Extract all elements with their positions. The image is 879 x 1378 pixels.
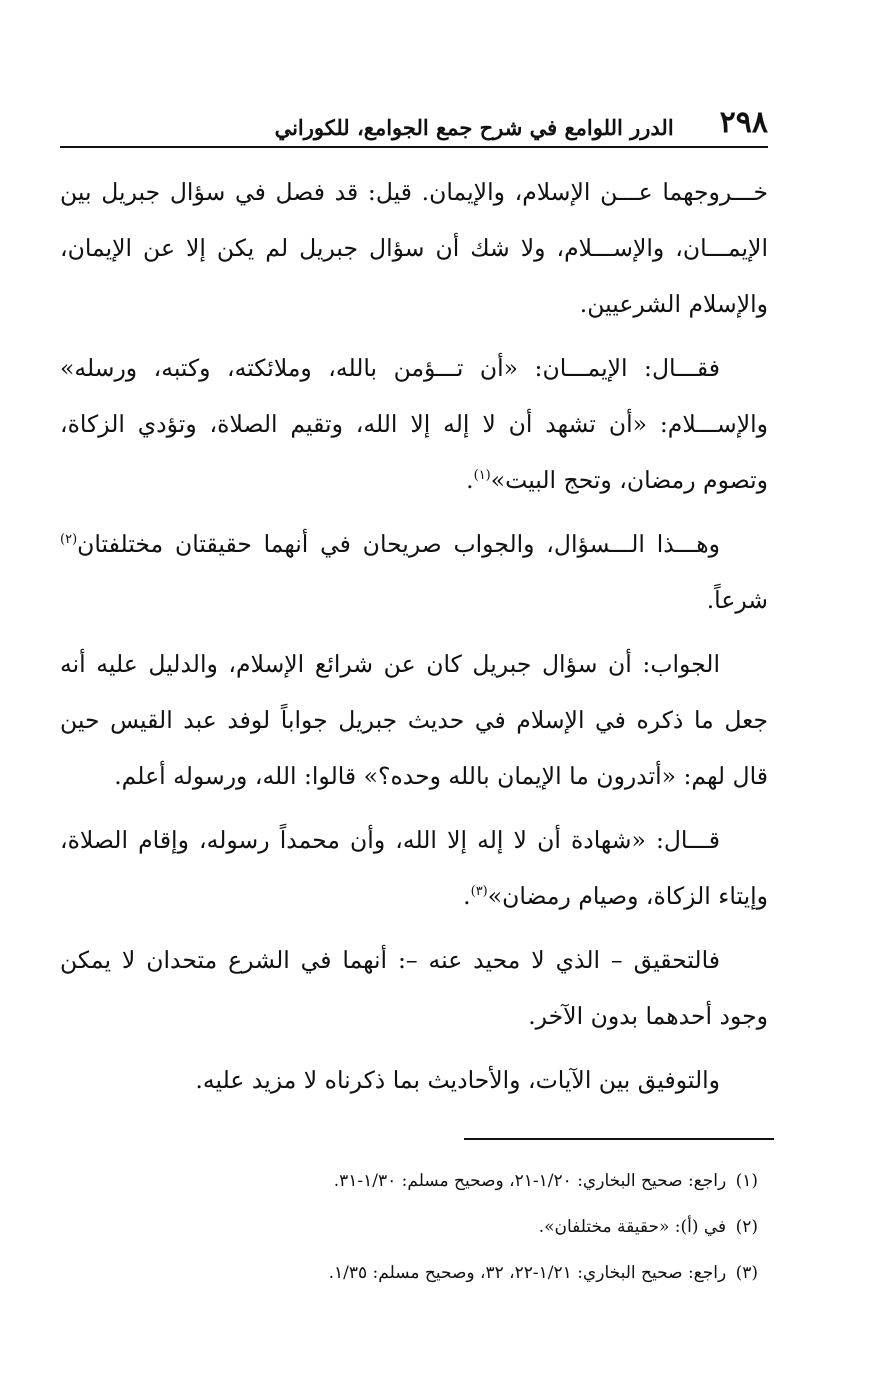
footnote-1 xyxy=(60,1158,758,1204)
paragraph-4 xyxy=(60,636,768,804)
paragraph-tail: شرعاً. xyxy=(706,586,768,614)
paragraph-2 xyxy=(60,340,768,508)
main-text xyxy=(60,164,768,1108)
paragraph-text: خـــروجهما عـــن الإسلام، والإيمان. قيل: قد فصل في سؤال جبريل بين الإيمـــان، والإســـلام، ولا شك أن سؤال جبريل لم يكن إلا عن الإيمان، والإسلام الشرعيين. xyxy=(60,178,768,318)
paragraph-5 xyxy=(60,812,768,924)
page-header xyxy=(60,96,768,148)
footnote-2 xyxy=(60,1204,758,1250)
running-title: الدرر اللوامع في شرح جمع الجوامع، للكوراني xyxy=(274,115,674,140)
footnote-reference[interactable]: (٣) xyxy=(470,884,488,900)
footnote-reference[interactable]: (٢) xyxy=(60,532,78,548)
footnote-text: في (أ): «حقيقة مختلفان». xyxy=(538,1217,727,1237)
paragraph-text: وهـــذا الـــسؤال، والجواب صريحان في أنهما حقيقتان مختلفتان xyxy=(77,530,720,558)
paragraph-tail: . xyxy=(466,466,474,494)
footnote-text: راجع: صحيح البخاري: ١/٢٠-٢١، وصحيح مسلم: ١/٣٠-٣١. xyxy=(333,1171,727,1191)
footnote-reference[interactable]: (١) xyxy=(473,468,491,484)
paragraph-text: فقـــال: الإيمـــان: «أن تـــؤمن بالله، وملائكته، وكتبه، ورسله» والإســـلام: «أن تشهد أن لا إله إلا الله، وتقيم الصلاة، وتؤدي الزكاة، وتصوم رمضان، وتحج البيت» xyxy=(60,354,768,494)
paragraph-text: والتوفيق بين الآيات، والأحاديث بما ذكرناه لا مزيد عليه. xyxy=(195,1066,720,1094)
paragraph-text: قـــال: «شهادة أن لا إله إلا الله، وأن محمداً رسوله، وإقام الصلاة، وإيتاء الزكاة، وصيام رمضان» xyxy=(60,826,768,910)
footnote-mark: (١) xyxy=(735,1171,758,1191)
footnote-mark: (٢) xyxy=(735,1217,758,1237)
book-page xyxy=(60,96,768,1316)
footnotes xyxy=(60,1158,768,1296)
footnote-3 xyxy=(60,1250,758,1296)
paragraph-text: الجواب: أن سؤال جبريل كان عن شرائع الإسلام، والدليل عليه أنه جعل ما ذكره في الإسلام في حديث جبريل جواباً لوفد عبد القيس حين قال لهم: «أتدرون ما الإيمان بالله وحده؟» قالوا: الله، ورسوله أعلم. xyxy=(60,650,768,790)
footnote-text: راجع: صحيح البخاري: ١/٢١-٢٢، ٣٢، وصحيح مسلم: ١/٣٥. xyxy=(328,1263,727,1283)
paragraph-text: فالتحقيق – الذي لا محيد عنه –: أنهما في الشرع متحدان لا يمكن وجود أحدهما بدون الآخر. xyxy=(60,946,768,1030)
paragraph-1 xyxy=(60,164,768,332)
paragraph-7 xyxy=(60,1052,768,1108)
page-number: ٢٩٨ xyxy=(719,105,768,140)
footnote-separator xyxy=(464,1138,774,1140)
paragraph-6 xyxy=(60,932,768,1044)
paragraph-tail: . xyxy=(463,882,471,910)
footnote-mark: (٣) xyxy=(735,1263,758,1283)
paragraph-3 xyxy=(60,516,768,628)
